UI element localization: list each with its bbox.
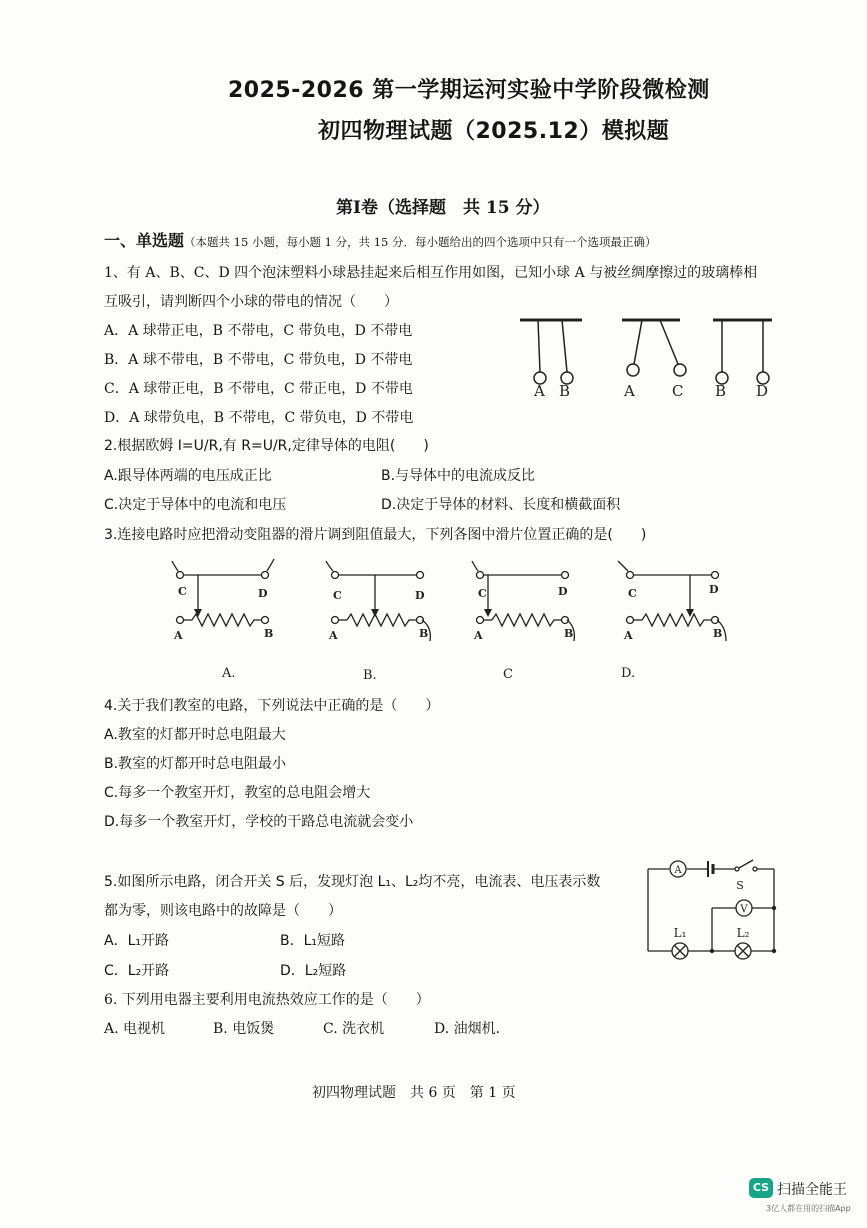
q3-fig1-label-a: A xyxy=(174,629,183,642)
lamp2-label: L₂ xyxy=(736,926,750,940)
q3-fig2-label-c: C xyxy=(333,589,342,602)
q1-stem-line1: 1、有 A、B、C、D 四个泡沫塑料小球悬挂起来后相互作用如图，已知小球 A 与被丝绸摩擦过的玻璃棒相 xyxy=(104,265,758,281)
q6-option-a: A. 电视机 xyxy=(104,1021,166,1037)
q4-stem: 4.关于我们教室的电路，下列说法中正确的是（ ） xyxy=(104,698,440,714)
q3-stem: 3.连接电路时应把滑动变阻器的滑片调到阻值最大，下列各图中滑片位置正确的是( ) xyxy=(104,527,647,543)
q1-option-c: C．A 球带正电，B 不带电，C 带正电，D 不带电 xyxy=(104,381,413,397)
q2-option-d: D.决定于导体的材料、长度和横截面积 xyxy=(381,497,621,513)
ammeter-icon: A xyxy=(674,865,682,876)
q3-fig1-label-c: C xyxy=(178,585,187,598)
q6-option-b: B. 电饭煲 xyxy=(213,1021,275,1037)
camscanner-name: 扫描全能王 xyxy=(777,1182,847,1198)
camscanner-logo-icon: CS xyxy=(749,1178,773,1198)
part1-heading: 一、单选题 xyxy=(104,231,185,250)
exam-title-line1: 2025-2026 第一学期运河实验中学阶段微检测 xyxy=(228,78,710,103)
q5-option-d: D．L₂短路 xyxy=(280,963,347,979)
section-title: 第Ⅰ卷（选择题 共 15 分） xyxy=(336,198,550,218)
part1-header xyxy=(104,228,657,251)
part1-instructions: （本题共 15 小题，每小题 1 分，共 15 分．每小题给出的四个选项中只有一个选项最正确） xyxy=(184,235,657,249)
q1-stem-line2: 互吸引，请判断四个小球的带电的情况（ ） xyxy=(104,294,398,310)
q3-fig2-label-d: D xyxy=(415,589,425,602)
q3-fig3-label-a: A xyxy=(474,629,483,642)
q1-fig-label-b2: B xyxy=(715,382,727,400)
q2-stem: 2.根据欧姆 I=U/R,有 R=U/R,定律导体的电阻( ) xyxy=(104,438,429,454)
q3-fig3-label-b: B xyxy=(564,627,574,640)
q3-caption-b: B. xyxy=(363,668,377,683)
q3-fig2-label-b: B xyxy=(419,627,429,640)
q1-option-a: A．A 球带正电，B 不带电，C 带负电，D 不带电 xyxy=(104,323,413,339)
q4-option-d: D.每多一个教室开灯，学校的干路总电流就会变小 xyxy=(104,814,414,830)
q5-circuit-diagram xyxy=(640,855,785,970)
q3-caption-d: D. xyxy=(621,666,636,681)
q5-stem-line1: 5.如图所示电路，闭合开关 S 后，发现灯泡 L₁、L₂均不亮，电流表、电压表示数 xyxy=(104,874,601,890)
q5-option-a: A．L₁开路 xyxy=(104,933,169,949)
q1-fig-label-a1: A xyxy=(534,382,545,400)
q1-fig-label-a2: A xyxy=(624,382,635,400)
q3-fig2-label-a: A xyxy=(329,629,338,642)
q3-fig1-label-d: D xyxy=(258,587,268,600)
page-footer: 初四物理试题 共 6 页 第 1 页 xyxy=(312,1085,516,1101)
q1-option-d: D．A 球带负电，B 不带电，C 带负电，D 不带电 xyxy=(104,410,414,426)
q1-option-b: B．A 球不带电，B 不带电，C 带负电，D 不带电 xyxy=(104,352,413,368)
q3-fig3-label-d: D xyxy=(558,585,568,598)
q6-stem: 6. 下列用电器主要利用电流热效应工作的是（ ） xyxy=(104,992,430,1008)
q2-option-c: C.决定于导体中的电流和电压 xyxy=(104,497,287,513)
camscanner-tagline: 3亿人都在用的扫描App xyxy=(766,1204,851,1213)
q5-stem-line2: 都为零，则该电路中的故障是（ ） xyxy=(104,903,342,919)
q5-option-b: B．L₁短路 xyxy=(280,933,346,949)
q1-pendulum-figure xyxy=(510,312,790,412)
q3-fig4-label-a: A xyxy=(624,629,633,642)
q3-rheostat-figures xyxy=(160,555,760,690)
exam-title-line2: 初四物理试题（2025.12）模拟题 xyxy=(318,119,670,144)
q4-option-a: A.教室的灯都开时总电阻最大 xyxy=(104,727,286,743)
switch-label: S xyxy=(736,879,744,892)
q3-caption-a: A. xyxy=(222,666,236,681)
q4-option-b: B.教室的灯都开时总电阻最小 xyxy=(104,756,287,772)
lamp1-label: L₁ xyxy=(673,926,687,940)
q6-option-c: C. 洗衣机 xyxy=(323,1021,385,1037)
q1-fig-label-b1: B xyxy=(559,382,571,400)
q1-fig-label-c: C xyxy=(672,382,684,400)
q2-option-b: B.与导体中的电流成反比 xyxy=(381,468,536,484)
q3-fig3-label-c: C xyxy=(478,587,487,600)
q3-fig4-label-c: C xyxy=(628,587,637,600)
q4-option-c: C.每多一个教室开灯，教室的总电阻会增大 xyxy=(104,785,371,801)
q6-option-d: D. 油烟机． xyxy=(434,1021,510,1037)
q3-caption-c: C xyxy=(503,667,513,682)
q3-fig1-label-b: B xyxy=(264,627,274,640)
voltmeter-icon: V xyxy=(740,904,748,915)
q3-fig4-label-d: D xyxy=(709,583,719,596)
q5-option-c: C．L₂开路 xyxy=(104,963,170,979)
q1-fig-label-d: D xyxy=(756,382,769,400)
q3-fig4-label-b: B xyxy=(713,627,723,640)
q2-option-a: A.跟导体两端的电压成正比 xyxy=(104,468,272,484)
